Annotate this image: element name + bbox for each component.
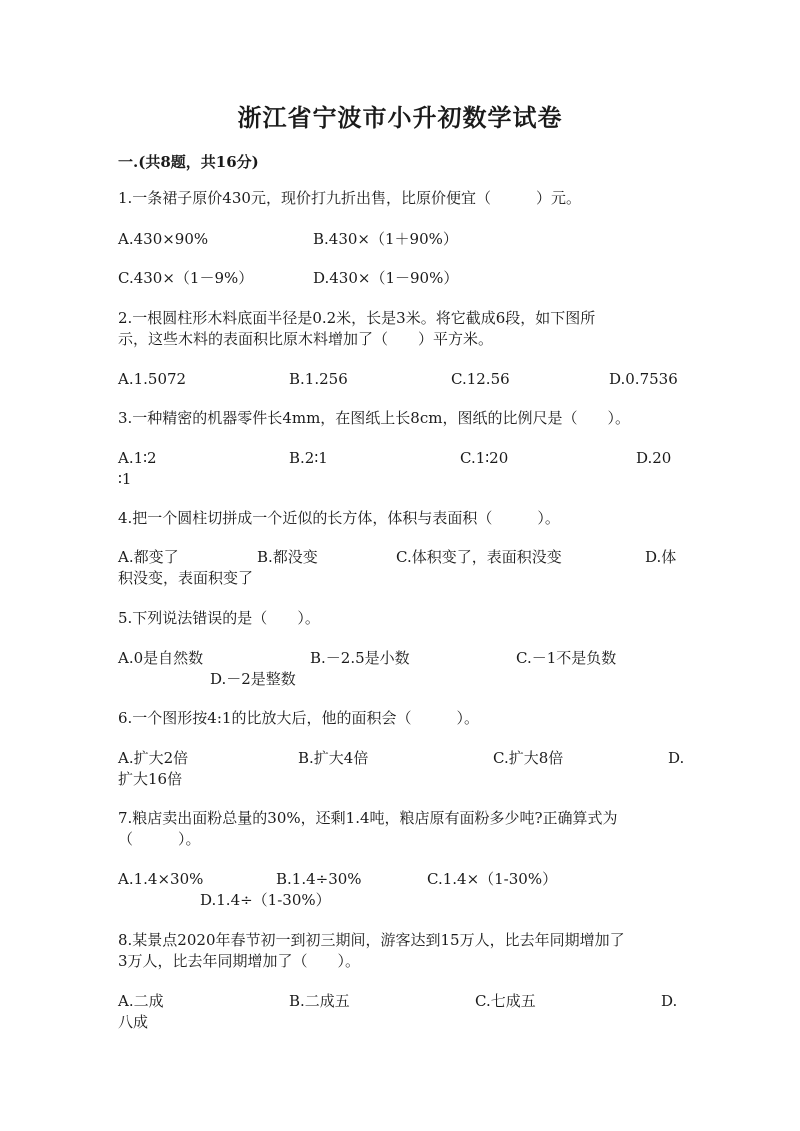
question-8-stem-line-1: 8.某景点2020年春节初一到初三期间，游客达到15万人，比去年同期增加了 <box>118 931 625 949</box>
question-4-option-d-wrap: 积没变，表面积变了 <box>118 569 254 587</box>
question-2-option-c: C.12.56 <box>451 370 510 388</box>
question-4-option-b: B.都没变 <box>257 548 318 566</box>
question-7-option-b: B.1.4÷30% <box>276 870 362 888</box>
question-4-option-a: A.都变了 <box>118 548 179 566</box>
question-8-option-a: A.二成 <box>118 992 164 1010</box>
question-6-option-c: C.扩大8倍 <box>493 749 564 767</box>
question-3-option-d-wrap: ∶1 <box>118 470 132 488</box>
question-6-stem: 6.一个图形按4:1的比放大后，他的面积会（ ）。 <box>118 709 479 727</box>
question-6-option-b: B.扩大4倍 <box>298 749 369 767</box>
question-7-stem-line-1: 7.粮店卖出面粉总量的30%，还剩1.4吨，粮店原有面粉多少吨?正确算式为 <box>118 809 618 827</box>
question-8-option-c: C.七成五 <box>475 992 536 1010</box>
question-6-option-d-wrap: 扩大16倍 <box>118 770 183 788</box>
question-7-option-a: A.1.4×30% <box>118 870 204 888</box>
question-7-option-c: C.1.4×（1-30%） <box>427 870 558 888</box>
question-4-stem: 4.把一个圆柱切拼成一个近似的长方体，体积与表面积（ ）。 <box>118 509 560 527</box>
question-8-option-d-wrap: 八成 <box>118 1013 149 1031</box>
question-5-option-b: B.－2.5是小数 <box>310 649 410 667</box>
question-6-option-d: D. <box>668 749 685 767</box>
question-6-option-a: A.扩大2倍 <box>118 749 189 767</box>
question-2-stem-line-1: 2.一根圆柱形木料底面半径是0.2米，长是3米。将它截成6段，如下图所 <box>118 309 596 327</box>
question-8-option-b: B.二成五 <box>289 992 350 1010</box>
question-5-option-d: D.－2是整数 <box>210 670 296 688</box>
question-2-option-b: B.1.256 <box>289 370 348 388</box>
question-3-option-b: B.2∶1 <box>289 449 328 467</box>
question-5-stem: 5.下列说法错误的是（ ）。 <box>118 609 320 627</box>
question-7-option-d: D.1.4÷（1-30%） <box>200 891 331 909</box>
section-heading: 一.(共8题，共16分) <box>118 153 259 171</box>
question-5-option-c: C.－1不是负数 <box>516 649 617 667</box>
question-3-option-a: A.1∶2 <box>118 449 157 467</box>
question-2-option-d: D.0.7536 <box>609 370 678 388</box>
question-3-option-d: D.20 <box>636 449 672 467</box>
question-1-option-c: C.430×（1－9%） <box>118 269 254 287</box>
question-4-option-c: C.体积变了，表面积没变 <box>396 548 562 566</box>
question-1-option-b: B.430×（1＋90%） <box>313 230 458 248</box>
question-3-option-c: C.1∶20 <box>460 449 509 467</box>
page-title: 浙江省宁波市小升初数学试卷 <box>237 103 563 132</box>
question-2-stem-line-2: 示，这些木料的表面积比原木料增加了（ ）平方米。 <box>118 330 494 348</box>
question-3-stem: 3.一种精密的机器零件长4mm，在图纸上长8cm，图纸的比例尺是（ ）。 <box>118 409 630 427</box>
question-8-option-d: D. <box>661 992 678 1010</box>
question-4-option-d: D.体 <box>645 548 677 566</box>
question-1-option-a: A.430×90% <box>118 230 209 248</box>
question-8-stem-line-2: 3万人，比去年同期增加了（ ）。 <box>118 952 361 970</box>
question-7-stem-line-2: （ ）。 <box>118 830 201 848</box>
question-1-stem: 1.一条裙子原价430元，现价打九折出售，比原价便宜（ ）元。 <box>118 189 581 207</box>
question-1-option-d: D.430×（1－90%） <box>313 269 459 287</box>
question-5-option-a: A.0是自然数 <box>118 649 204 667</box>
question-2-option-a: A.1.5072 <box>118 370 187 388</box>
